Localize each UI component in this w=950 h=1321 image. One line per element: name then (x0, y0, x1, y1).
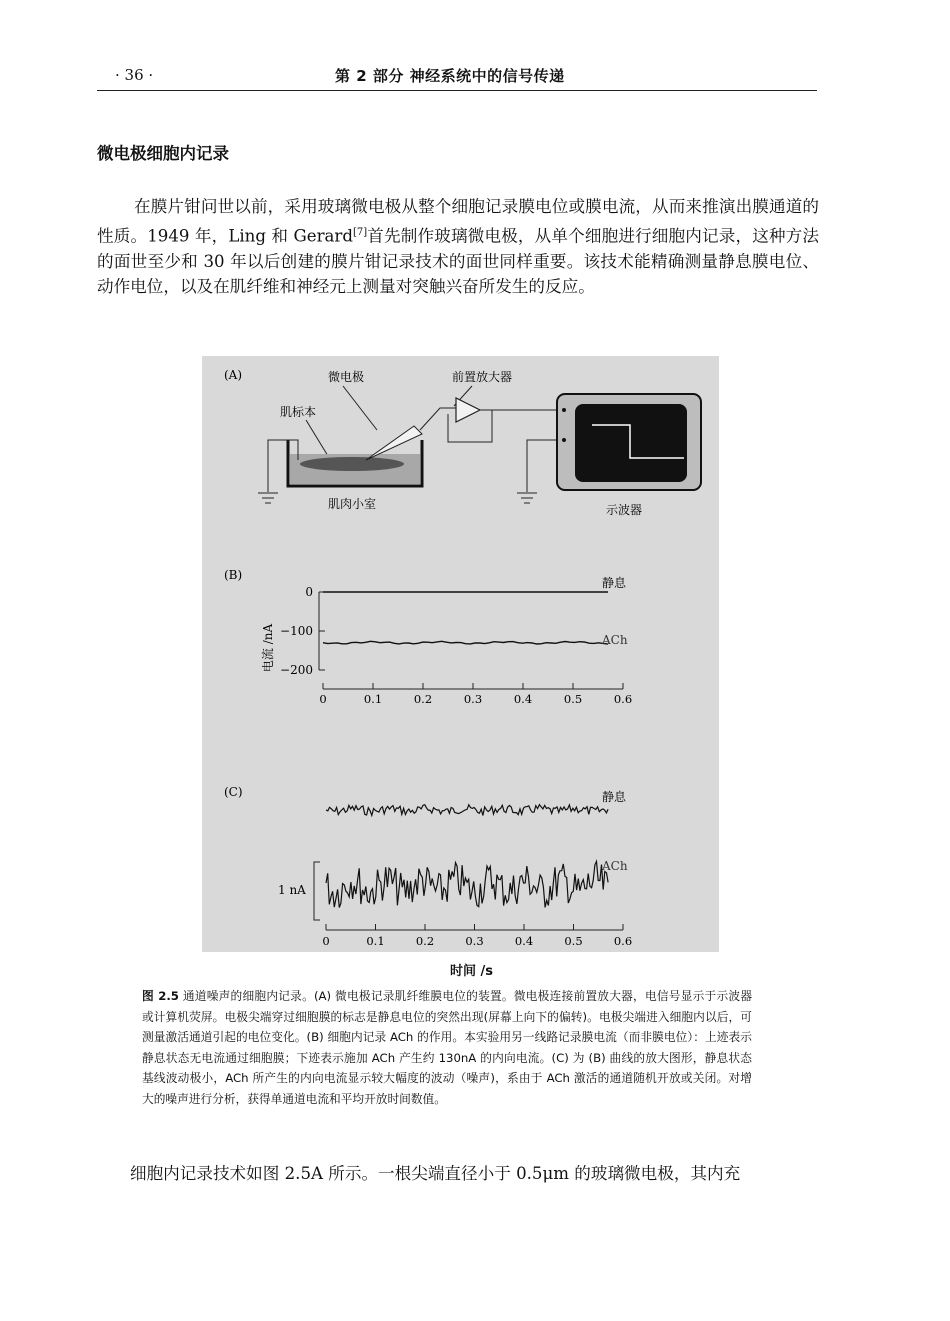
panel-b-ylabel: 电流 /nA (261, 623, 275, 673)
oscilloscope-label: 示波器 (606, 503, 643, 517)
x-axis-title: 时间 /s (450, 964, 494, 979)
panel-b-ach-trace (323, 641, 608, 644)
scale-bar-label: 1 nA (278, 883, 306, 897)
recording-setup-diagram (258, 386, 701, 503)
figure-svg (202, 356, 719, 952)
panel-b-rest-label: 静息 (602, 576, 627, 590)
microelectrode-label: 微电极 (328, 370, 365, 384)
panel-b-y-tick-label: −100 (280, 624, 313, 638)
panel-b-ach-label: ACh (602, 633, 628, 647)
panel-c-x-tick-label: 0.2 (415, 934, 435, 948)
page-number: · 36 · (115, 66, 154, 84)
panel-c-x-tick-label: 0.6 (613, 934, 633, 948)
body-paragraph (97, 194, 819, 300)
panel-c-x-tick-label: 0.5 (564, 934, 583, 948)
panel-b-x-tick-label: 0 (319, 692, 327, 706)
panel-b-x-tick-label: 0.2 (413, 692, 433, 706)
panel-c-rest-trace (326, 805, 608, 816)
running-title: 第 2 部分 神经系统中的信号传递 (335, 67, 565, 85)
section-title: 微电极细胞内记录 (97, 144, 229, 163)
preamplifier-label: 前置放大器 (452, 370, 513, 384)
caption-label: 图 2.5 (142, 989, 179, 1003)
panel-b-x-tick-label: 0.1 (363, 692, 383, 706)
panel-c-x-tick-label: 0.1 (366, 934, 385, 948)
panel-b-chart (280, 585, 632, 706)
reference-mark: [7] (352, 226, 368, 238)
figure-caption (142, 986, 752, 1110)
panel-c-chart (322, 805, 632, 948)
panel-a-label: (A) (224, 368, 243, 382)
figure-2-5 (202, 356, 719, 952)
panel-b-x-tick-label: 0.5 (563, 692, 583, 706)
panel-b-x-tick-label: 0.4 (513, 692, 533, 706)
panel-b-x-tick-label: 0.3 (463, 692, 483, 706)
paragraph-part1: 在膜片钳问世以前，采用玻璃微电极从整个细胞记录膜电位或膜电流，从而来推演出膜通道的性质。1949 年，Ling 和 Gerard (97, 197, 819, 246)
scale-bar (314, 862, 320, 920)
paragraph-part2: 首先制作玻璃微电极，从单个细胞进行细胞内记录，这种方法的面世至少和 30 年以后创建的膜片钳记录技术的面世同样重要。该技术能精确测量静息膜电位、动作电位，以及在肌纤维和神经元上测量对突触兴奋所发生的反应。 (97, 226, 819, 297)
panel-c-label: (C) (224, 785, 243, 799)
body-text-continuation: 细胞内记录技术如图 2.5A 所示。一根尖端直径小于 0.5μm 的玻璃微电极，其内充 (130, 1164, 741, 1183)
panel-c-x-tick-label: 0 (322, 934, 330, 948)
panel-b-x-tick-label: 0.6 (613, 692, 633, 706)
panel-c-x-tick-label: 0.4 (514, 934, 534, 948)
panel-b-y-tick-label: −200 (280, 663, 313, 677)
panel-c-x-tick-label: 0.3 (465, 934, 484, 948)
panel-b-label: (B) (224, 568, 243, 582)
panel-c-ach-trace (326, 861, 608, 907)
panel-c-rest-label: 静息 (602, 790, 627, 804)
caption-text: 通道噪声的细胞内记录。(A) 微电极记录肌纤维膜电位的装置。微电极连接前置放大器，电信号显示于示波器或计算机荧屏。电极尖端穿过细胞膜的标志是静息电位的突然出现(屏幕上向下的偏转)。电极尖端进入细胞内以后，可测量激活通道引起的电位变化。(B) 细胞内记录 ACh 的作用。本实验用另一线路记录膜电流（而非膜电位）：上迹表示静息状态无电流通过细胞膜；下迹表示施加 ACh 产生约 130nA 的内向电流。(C) 为 (B) 曲线的放大图形，静息状态基线波动极小，ACh 所产生的内向电流显示较大幅度的波动（噪声)，系由于 ACh 激活的通道随机开放或关闭。对增大的噪声进行分析，获得单通道电流和平均开放时间数值。 (142, 989, 753, 1106)
page-header (97, 62, 817, 90)
muscle-specimen-label: 肌标本 (280, 405, 317, 419)
panel-b-y-tick-label: 0 (305, 585, 313, 599)
muscle-chamber-label: 肌肉小室 (328, 497, 377, 511)
panel-c-ach-label: ACh (602, 859, 628, 873)
header-rule (97, 90, 817, 91)
